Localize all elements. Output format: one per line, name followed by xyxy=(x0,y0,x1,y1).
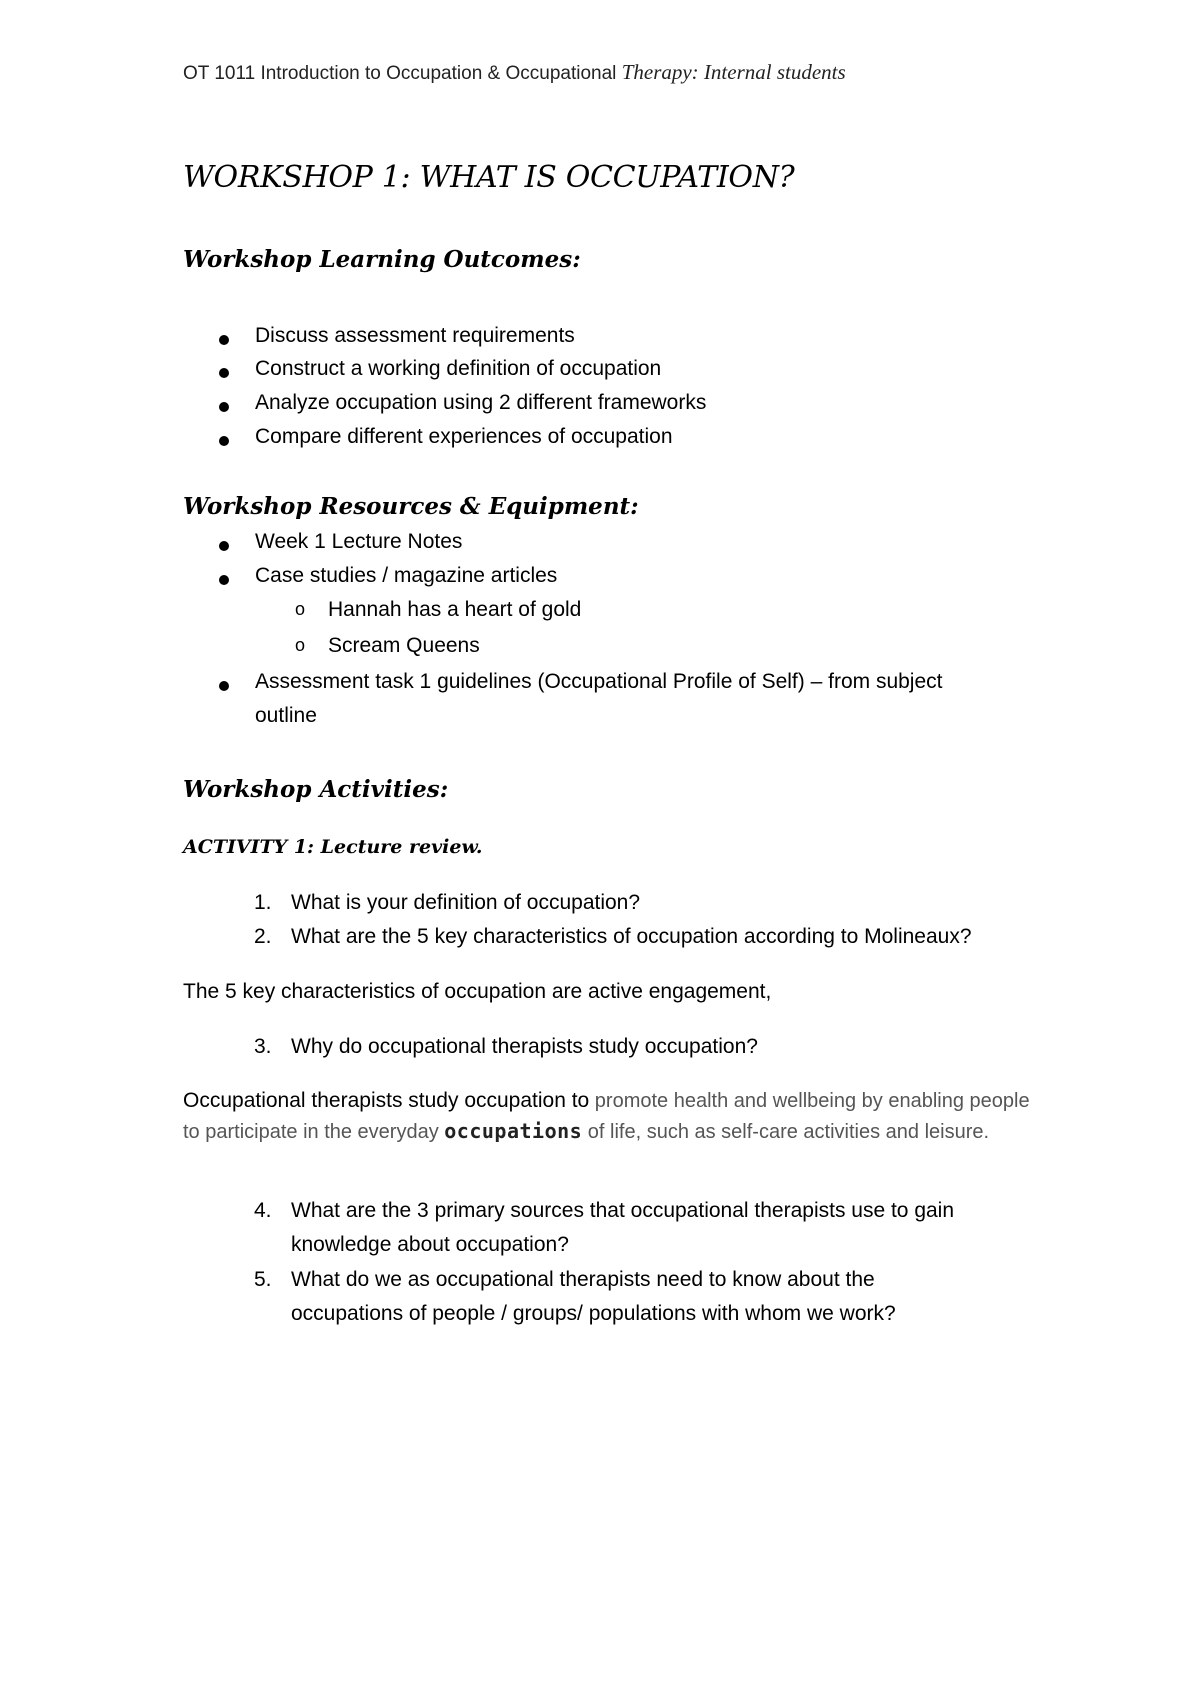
resource-item-continued: outline xyxy=(255,704,317,727)
outcome-item: Compare different experiences of occupation xyxy=(255,425,673,448)
resource-item: Case studies / magazine articles xyxy=(255,564,558,587)
bullet-icon xyxy=(219,541,229,551)
sub-bullet-marker: o xyxy=(295,635,306,655)
outcome-item: Analyze occupation using 2 different frameworks xyxy=(255,391,707,414)
question-number: 3. xyxy=(254,1035,272,1058)
question-number: 4. xyxy=(254,1199,272,1222)
question-number: 2. xyxy=(254,925,272,948)
answer-paragraph xyxy=(183,1086,1043,1147)
question-text: What do we as occupational therapists need to know about the xyxy=(291,1268,875,1291)
resource-sub-item: Hannah has a heart of gold xyxy=(328,598,582,621)
question-number: 1. xyxy=(254,891,272,914)
page-header xyxy=(183,60,846,85)
activities-heading: Workshop Activities: xyxy=(183,776,449,803)
bullet-icon xyxy=(219,436,229,446)
answer-text: The 5 key characteristics of occupation are active engagement, xyxy=(183,980,772,1003)
question-text-continued: knowledge about occupation? xyxy=(291,1233,569,1256)
header-course: OT 1011 Introduction to Occupation & Occupational xyxy=(183,63,617,84)
question-text: Why do occupational therapists study occupation? xyxy=(291,1035,758,1058)
sub-bullet-marker: o xyxy=(295,599,306,619)
resource-sub-item: Scream Queens xyxy=(328,634,480,657)
question-text-continued: occupations of people / groups/ populations with whom we work? xyxy=(291,1302,896,1325)
resource-item: Assessment task 1 guidelines (Occupational Profile of Self) – from subject xyxy=(255,670,943,693)
bullet-icon xyxy=(219,575,229,585)
outcome-item: Construct a working definition of occupation xyxy=(255,357,662,380)
activity-title: ACTIVITY 1: Lecture review. xyxy=(183,836,483,858)
bullet-icon xyxy=(219,681,229,691)
page-title: WORKSHOP 1: WHAT IS OCCUPATION? xyxy=(183,160,795,195)
answer-emphasis: occupations xyxy=(444,1119,583,1143)
question-text: What are the 3 primary sources that occupational therapists use to gain xyxy=(291,1199,955,1222)
learning-outcomes-heading: Workshop Learning Outcomes: xyxy=(183,246,581,273)
question-text: What are the 5 key characteristics of occupation according to Molineaux? xyxy=(291,925,972,948)
resource-item: Week 1 Lecture Notes xyxy=(255,530,463,553)
bullet-icon xyxy=(219,402,229,412)
bullet-icon xyxy=(219,335,229,345)
header-course-italic: Therapy: Internal students xyxy=(621,60,846,84)
answer-body: promote health and wellbeing by enabling people to participate in the everyday xyxy=(183,1090,1030,1143)
question-text: What is your definition of occupation? xyxy=(291,891,641,914)
answer-body-end: of life, such as self-care activities and leisure. xyxy=(582,1121,990,1143)
resources-heading: Workshop Resources & Equipment: xyxy=(183,493,639,520)
outcome-item: Discuss assessment requirements xyxy=(255,324,575,347)
question-number: 5. xyxy=(254,1268,272,1291)
answer-lead: Occupational therapists study occupation to xyxy=(183,1089,590,1112)
bullet-icon xyxy=(219,368,229,378)
